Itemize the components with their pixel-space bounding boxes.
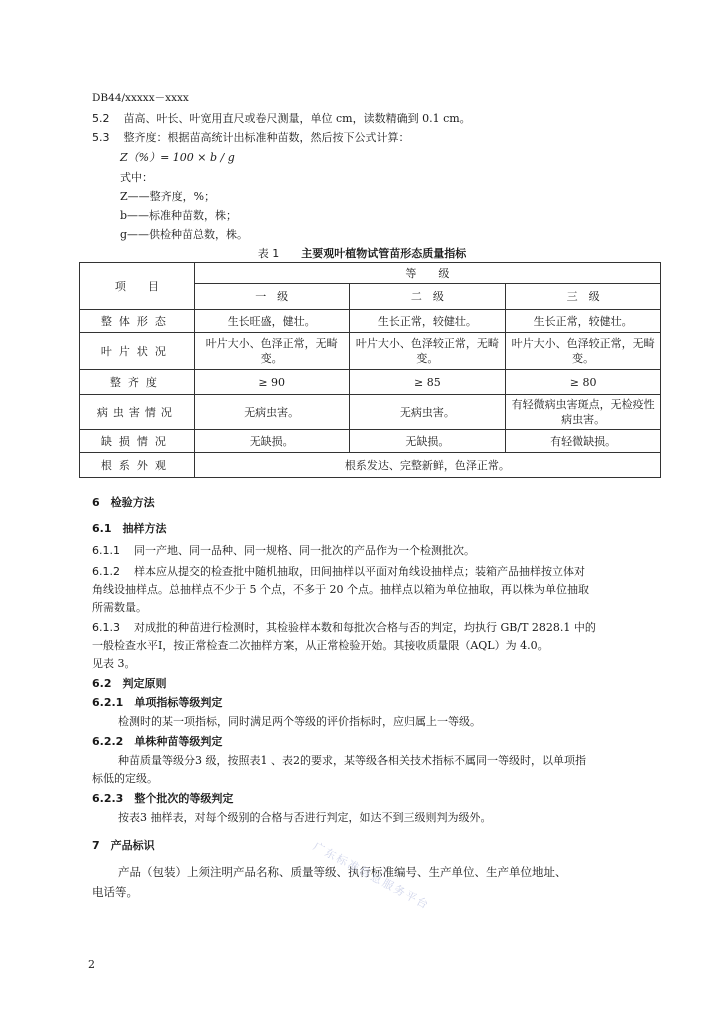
row-label: 病虫害情况 bbox=[80, 395, 195, 430]
section-7-title: 7 产品标识 bbox=[92, 839, 155, 852]
clause-5-3 bbox=[92, 130, 410, 146]
row-label: 缺损情况 bbox=[80, 430, 195, 453]
cell-grade-3: ≥ 80 bbox=[506, 370, 661, 395]
cell-grade-2: 无病虫害。 bbox=[349, 395, 506, 430]
cell-grade-1: 生长旺盛，健壮。 bbox=[194, 310, 349, 333]
table-number: 表 1 bbox=[257, 247, 280, 260]
table-row bbox=[80, 430, 661, 453]
table-header-row bbox=[80, 263, 661, 284]
clause-text: 对成批的种苗进行检测时，其检验样本数和每批次合格与否的判定，均执行 GB/T 2828.1 中的 bbox=[134, 621, 596, 634]
cell-grade-3: 生长正常，较健壮。 bbox=[506, 310, 661, 333]
table-caption bbox=[0, 245, 724, 261]
formula-var-g: g——供检种苗总数，株。 bbox=[120, 228, 249, 241]
clause-6-2-2-text: 标低的定级。 bbox=[92, 772, 158, 785]
clause-text: 整齐度：根据苗高统计出标准种苗数，然后按下公式计算： bbox=[123, 131, 410, 144]
clause-5-2 bbox=[92, 111, 471, 127]
clause-6-1-1 bbox=[92, 543, 475, 559]
cell-grade-2: 叶片大小、色泽较正常，无畸变。 bbox=[349, 333, 506, 370]
cell-grade-1: 叶片大小、色泽正常，无畸变。 bbox=[194, 333, 349, 370]
row-label: 根系外观 bbox=[80, 453, 195, 478]
clause-number: 6.1.1 bbox=[92, 544, 120, 557]
grade-2-header: 二 级 bbox=[349, 284, 506, 310]
row-label: 叶片状况 bbox=[80, 333, 195, 370]
grade-3-header: 三 级 bbox=[506, 284, 661, 310]
doc-header: DB44/xxxxx－xxxx bbox=[92, 92, 189, 104]
section-6-title: 6 检验方法 bbox=[92, 496, 155, 509]
cell-grade-3: 有轻微病虫害斑点，无检疫性病虫害。 bbox=[506, 395, 661, 430]
row-label: 整体形态 bbox=[80, 310, 195, 333]
section-7-text: 产品（包装）上须注明产品名称、质量等级、执行标准编号、生产单位、生产单位地址、 bbox=[118, 865, 567, 879]
clause-text: 一般检查水平Ⅰ，按正常检查二次抽样方案，从正常检验开始。其接收质量限（AQL）为 4.0。 bbox=[92, 639, 549, 652]
formula: Z（%）= 100 × b / g bbox=[120, 151, 235, 164]
clause-text: 同一产地、同一品种、同一规格、同一批次的产品作为一个检测批次。 bbox=[134, 544, 475, 557]
clause-text: 所需数量。 bbox=[92, 601, 147, 614]
section-6-2-title: 6.2 判定原则 bbox=[92, 677, 167, 690]
table-row bbox=[80, 453, 661, 478]
grade-1-header: 一 级 bbox=[194, 284, 349, 310]
clause-text: 角线设抽样点。总抽样点不少于 5 个点，不多于 20 个点。抽样点以箱为单位抽取，再以株为单位抽取 bbox=[92, 583, 589, 596]
section-6-1-title: 6.1 抽样方法 bbox=[92, 522, 167, 535]
table-row bbox=[80, 333, 661, 370]
page-number: 2 bbox=[88, 958, 95, 971]
cell-grade-2: ≥ 85 bbox=[349, 370, 506, 395]
formula-where: 式中： bbox=[120, 171, 153, 184]
row-label: 整齐度 bbox=[80, 370, 195, 395]
section-6-2-1-title: 6.2.1 单项指标等级判定 bbox=[92, 696, 223, 709]
quality-table bbox=[79, 262, 661, 478]
table-row bbox=[80, 395, 661, 430]
section-7-text: 电话等。 bbox=[92, 885, 138, 899]
clause-6-1-2 bbox=[92, 564, 585, 580]
cell-grade-1: ≥ 90 bbox=[194, 370, 349, 395]
clause-number: 5.2 bbox=[92, 112, 110, 125]
clause-6-2-3-text: 按表3 抽样表，对每个级别的合格与否进行判定，如达不到三级则判为级外。 bbox=[118, 811, 492, 824]
cell-merged: 根系发达、完整新鲜，色泽正常。 bbox=[194, 453, 660, 478]
cell-grade-3: 有轻微缺损。 bbox=[506, 430, 661, 453]
clause-6-2-2-text: 种苗质量等级分3 级，按照表1 、表2的要求，某等级各相关技术指标不属同一等级时，以单项指 bbox=[118, 754, 586, 767]
watermark: 广东标准信息服务平台 bbox=[310, 839, 432, 913]
formula-var-b: b——标准种苗数，株； bbox=[120, 209, 238, 222]
cell-grade-3: 叶片大小、色泽较正常，无畸变。 bbox=[506, 333, 661, 370]
clause-6-1-3 bbox=[92, 620, 596, 636]
clause-text: 苗高、叶长、叶宽用直尺或卷尺测量，单位 cm，读数精确到 0.1 cm。 bbox=[123, 112, 471, 125]
clause-text: 样本应从提交的检查批中随机抽取，田间抽样以平面对角线设抽样点；装箱产品抽样按立体对 bbox=[134, 565, 585, 578]
cell-grade-2: 无缺损。 bbox=[349, 430, 506, 453]
header-item: 项 目 bbox=[80, 263, 195, 310]
cell-grade-2: 生长正常，较健壮。 bbox=[349, 310, 506, 333]
table-row bbox=[80, 310, 661, 333]
clause-number: 6.1.3 bbox=[92, 621, 120, 634]
table-row bbox=[80, 370, 661, 395]
clause-text: 见表 3。 bbox=[92, 657, 136, 670]
table-title: 主要观叶植物试管苗形态质量指标 bbox=[301, 247, 467, 260]
header-grade: 等 级 bbox=[194, 263, 660, 284]
section-6-2-2-title: 6.2.2 单株种苗等级判定 bbox=[92, 735, 223, 748]
clause-number: 5.3 bbox=[92, 131, 110, 144]
section-6-2-3-title: 6.2.3 整个批次的等级判定 bbox=[92, 792, 234, 805]
clause-6-2-1-text: 检测时的某一项指标，同时满足两个等级的评价指标时，应归属上一等级。 bbox=[118, 715, 481, 728]
cell-grade-1: 无病虫害。 bbox=[194, 395, 349, 430]
clause-number: 6.1.2 bbox=[92, 565, 120, 578]
cell-grade-1: 无缺损。 bbox=[194, 430, 349, 453]
formula-var-z: Z——整齐度，%； bbox=[120, 190, 216, 203]
